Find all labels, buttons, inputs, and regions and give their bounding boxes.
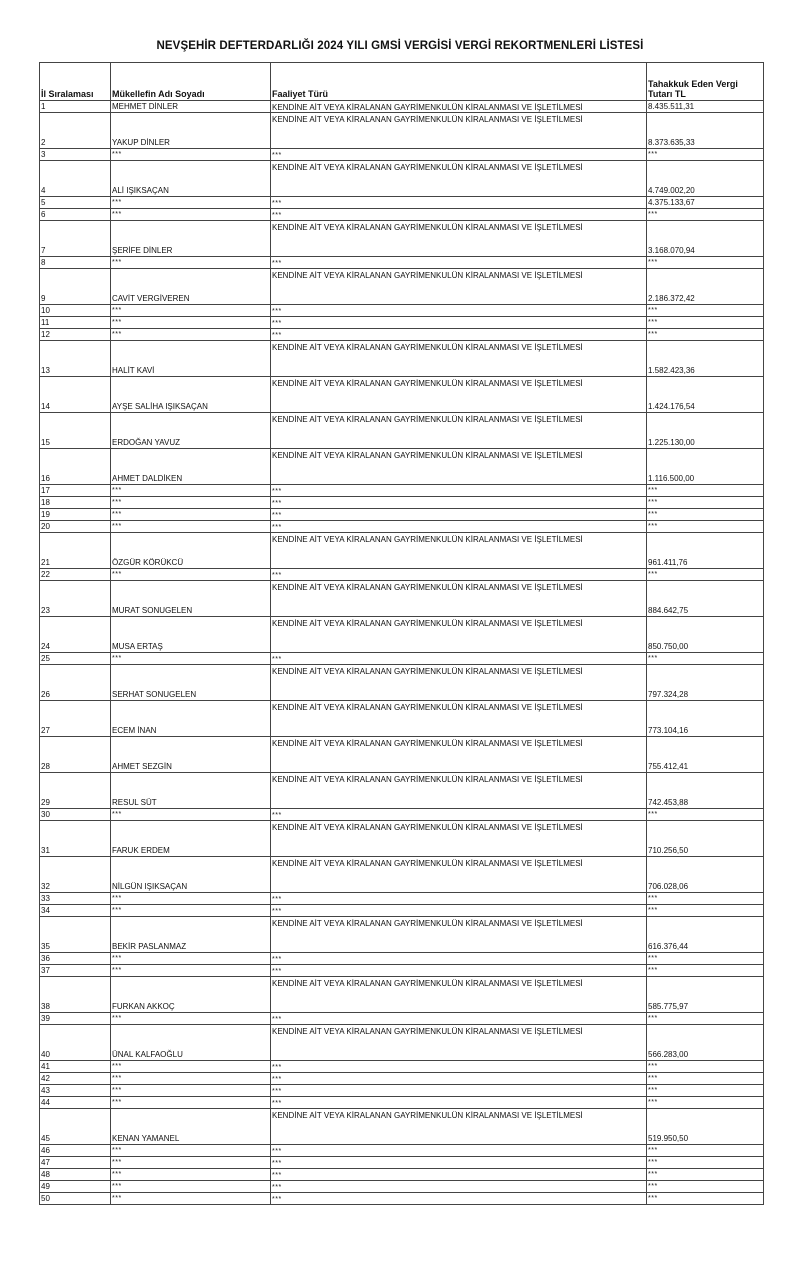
table-row <box>40 617 764 653</box>
table-row <box>40 1073 764 1085</box>
activity-type-cell: *** <box>271 569 647 581</box>
table-row <box>40 161 764 197</box>
tax-amount-cell: 797.324,28 <box>647 665 764 701</box>
activity-type-cell: KENDİNE AİT VEYA KİRALANAN GAYRİMENKULÜN KİRALANMASI VE İŞLETİLMESİ <box>271 449 647 485</box>
tax-amount-cell: *** <box>647 485 764 497</box>
taxpayer-name-cell: *** <box>111 485 271 497</box>
rank-cell: 35 <box>40 917 111 953</box>
column-header-rank: İl Sıralaması <box>40 63 111 101</box>
tax-amount-cell: 850.750,00 <box>647 617 764 653</box>
table-row <box>40 377 764 413</box>
taxpayer-name-cell: *** <box>111 893 271 905</box>
tax-amount-cell: 3.168.070,94 <box>647 221 764 257</box>
tax-amount-cell: 773.104,16 <box>647 701 764 737</box>
tax-amount-cell: 755.412,41 <box>647 737 764 773</box>
rank-cell: 44 <box>40 1097 111 1109</box>
activity-type-cell: *** <box>271 521 647 533</box>
rank-cell: 18 <box>40 497 111 509</box>
tax-amount-cell: *** <box>647 317 764 329</box>
activity-type-cell: KENDİNE AİT VEYA KİRALANAN GAYRİMENKULÜN KİRALANMASI VE İŞLETİLMESİ <box>271 581 647 617</box>
taxpayer-name-cell: *** <box>111 953 271 965</box>
taxpayer-name-cell: *** <box>111 809 271 821</box>
table-row <box>40 1061 764 1073</box>
tax-amount-cell: 4.749.002,20 <box>647 161 764 197</box>
table-row <box>40 521 764 533</box>
rank-cell: 24 <box>40 617 111 653</box>
column-header-activity: Faaliyet Türü <box>271 63 647 101</box>
table-row <box>40 1109 764 1145</box>
tax-amount-cell: *** <box>647 329 764 341</box>
activity-type-cell: KENDİNE AİT VEYA KİRALANAN GAYRİMENKULÜN KİRALANMASI VE İŞLETİLMESİ <box>271 269 647 305</box>
activity-type-cell: *** <box>271 1073 647 1085</box>
activity-type-cell: *** <box>271 257 647 269</box>
table-row <box>40 305 764 317</box>
tax-amount-cell: 2.186.372,42 <box>647 269 764 305</box>
tax-amount-cell: *** <box>647 953 764 965</box>
rank-cell: 17 <box>40 485 111 497</box>
taxpayer-name-cell: AHMET DALDİKEN <box>111 449 271 485</box>
taxpayer-name-cell: MURAT SONUGELEN <box>111 581 271 617</box>
tax-amount-cell: *** <box>647 1157 764 1169</box>
rank-cell: 40 <box>40 1025 111 1061</box>
taxpayer-name-cell: ÜNAL KALFAOĞLU <box>111 1025 271 1061</box>
table-row <box>40 569 764 581</box>
tax-amount-cell: 742.453,88 <box>647 773 764 809</box>
taxpayer-name-cell: NİLGÜN IŞIKSAÇAN <box>111 857 271 893</box>
rank-cell: 48 <box>40 1169 111 1181</box>
table-row <box>40 965 764 977</box>
taxpayer-name-cell: *** <box>111 209 271 221</box>
tax-amount-cell: *** <box>647 809 764 821</box>
activity-type-cell: *** <box>271 485 647 497</box>
rank-cell: 19 <box>40 509 111 521</box>
rank-cell: 1 <box>40 101 111 113</box>
tax-amount-cell: *** <box>647 1013 764 1025</box>
activity-type-cell: *** <box>271 809 647 821</box>
taxpayer-name-cell: *** <box>111 1061 271 1073</box>
taxpayer-name-cell: *** <box>111 257 271 269</box>
tax-amount-cell: 1.116.500,00 <box>647 449 764 485</box>
tax-record-table <box>39 62 764 1205</box>
table-row <box>40 329 764 341</box>
table-row <box>40 1013 764 1025</box>
activity-type-cell: *** <box>271 1157 647 1169</box>
taxpayer-name-cell: *** <box>111 653 271 665</box>
rank-cell: 16 <box>40 449 111 485</box>
tax-amount-cell: 884.642,75 <box>647 581 764 617</box>
table-row <box>40 269 764 305</box>
rank-cell: 29 <box>40 773 111 809</box>
tax-amount-cell: 8.435.511,31 <box>647 101 764 113</box>
rank-cell: 31 <box>40 821 111 857</box>
taxpayer-name-cell: *** <box>111 1085 271 1097</box>
tax-amount-cell: *** <box>647 209 764 221</box>
table-row <box>40 149 764 161</box>
table-row <box>40 221 764 257</box>
activity-type-cell: *** <box>271 197 647 209</box>
taxpayer-name-cell: *** <box>111 1013 271 1025</box>
column-header-name: Mükellefin Adı Soyadı <box>111 63 271 101</box>
activity-type-cell: KENDİNE AİT VEYA KİRALANAN GAYRİMENKULÜN KİRALANMASI VE İŞLETİLMESİ <box>271 533 647 569</box>
rank-cell: 45 <box>40 1109 111 1145</box>
rank-cell: 37 <box>40 965 111 977</box>
table-row <box>40 449 764 485</box>
rank-cell: 33 <box>40 893 111 905</box>
table-row <box>40 1145 764 1157</box>
table-row <box>40 977 764 1013</box>
taxpayer-name-cell: ŞERİFE DİNLER <box>111 221 271 257</box>
taxpayer-name-cell: *** <box>111 1181 271 1193</box>
table-row <box>40 113 764 149</box>
rank-cell: 49 <box>40 1181 111 1193</box>
table-row <box>40 209 764 221</box>
taxpayer-name-cell: *** <box>111 1169 271 1181</box>
activity-type-cell: *** <box>271 1013 647 1025</box>
rank-cell: 4 <box>40 161 111 197</box>
table-row <box>40 1097 764 1109</box>
tax-amount-cell: 961.411,76 <box>647 533 764 569</box>
activity-type-cell: *** <box>271 1061 647 1073</box>
activity-type-cell: KENDİNE AİT VEYA KİRALANAN GAYRİMENKULÜN KİRALANMASI VE İŞLETİLMESİ <box>271 341 647 377</box>
tax-amount-cell: 1.424.176,54 <box>647 377 764 413</box>
tax-amount-cell: *** <box>647 521 764 533</box>
table-row <box>40 257 764 269</box>
table-row <box>40 497 764 509</box>
taxpayer-name-cell: AYŞE SALİHA IŞIKSAÇAN <box>111 377 271 413</box>
rank-cell: 34 <box>40 905 111 917</box>
rank-cell: 46 <box>40 1145 111 1157</box>
activity-type-cell: KENDİNE AİT VEYA KİRALANAN GAYRİMENKULÜN KİRALANMASI VE İŞLETİLMESİ <box>271 377 647 413</box>
activity-type-cell: *** <box>271 497 647 509</box>
taxpayer-name-cell: BEKİR PASLANMAZ <box>111 917 271 953</box>
table-row <box>40 701 764 737</box>
activity-type-cell: *** <box>271 1169 647 1181</box>
taxpayer-name-cell: *** <box>111 329 271 341</box>
activity-type-cell: *** <box>271 305 647 317</box>
table-row <box>40 917 764 953</box>
activity-type-cell: *** <box>271 317 647 329</box>
table-row <box>40 1181 764 1193</box>
activity-type-cell: *** <box>271 329 647 341</box>
activity-type-cell: *** <box>271 905 647 917</box>
tax-amount-cell: 1.582.423,36 <box>647 341 764 377</box>
table-row <box>40 893 764 905</box>
tax-amount-cell: *** <box>647 965 764 977</box>
tax-amount-cell: *** <box>647 653 764 665</box>
rank-cell: 5 <box>40 197 111 209</box>
table-row <box>40 809 764 821</box>
table-row <box>40 1193 764 1205</box>
tax-amount-cell: 585.775,97 <box>647 977 764 1013</box>
activity-type-cell: KENDİNE AİT VEYA KİRALANAN GAYRİMENKULÜN KİRALANMASI VE İŞLETİLMESİ <box>271 113 647 149</box>
table-row <box>40 737 764 773</box>
tax-amount-cell: 706.028,06 <box>647 857 764 893</box>
table-row <box>40 1025 764 1061</box>
taxpayer-name-cell: *** <box>111 1097 271 1109</box>
table-row <box>40 653 764 665</box>
tax-amount-cell: *** <box>647 1181 764 1193</box>
activity-type-cell: *** <box>271 1097 647 1109</box>
tax-amount-cell: *** <box>647 893 764 905</box>
rank-cell: 41 <box>40 1061 111 1073</box>
table-row <box>40 857 764 893</box>
rank-cell: 42 <box>40 1073 111 1085</box>
rank-cell: 11 <box>40 317 111 329</box>
taxpayer-name-cell: *** <box>111 1193 271 1205</box>
activity-type-cell: KENDİNE AİT VEYA KİRALANAN GAYRİMENKULÜN KİRALANMASI VE İŞLETİLMESİ <box>271 413 647 449</box>
tax-amount-cell: *** <box>647 1061 764 1073</box>
taxpayer-name-cell: ECEM İNAN <box>111 701 271 737</box>
rank-cell: 47 <box>40 1157 111 1169</box>
table-row <box>40 1157 764 1169</box>
activity-type-cell: *** <box>271 965 647 977</box>
rank-cell: 7 <box>40 221 111 257</box>
rank-cell: 3 <box>40 149 111 161</box>
rank-cell: 26 <box>40 665 111 701</box>
tax-amount-cell: 616.376,44 <box>647 917 764 953</box>
taxpayer-name-cell: SERHAT SONUGELEN <box>111 665 271 701</box>
taxpayer-name-cell: *** <box>111 521 271 533</box>
rank-cell: 32 <box>40 857 111 893</box>
table-row <box>40 485 764 497</box>
table-row <box>40 1169 764 1181</box>
taxpayer-name-cell: ALİ IŞIKSAÇAN <box>111 161 271 197</box>
taxpayer-name-cell: *** <box>111 1157 271 1169</box>
activity-type-cell: KENDİNE AİT VEYA KİRALANAN GAYRİMENKULÜN KİRALANMASI VE İŞLETİLMESİ <box>271 101 647 113</box>
taxpayer-name-cell: MUSA ERTAŞ <box>111 617 271 653</box>
tax-amount-cell: *** <box>647 509 764 521</box>
activity-type-cell: *** <box>271 1181 647 1193</box>
taxpayer-name-cell: *** <box>111 497 271 509</box>
rank-cell: 27 <box>40 701 111 737</box>
tax-amount-cell: 8.373.635,33 <box>647 113 764 149</box>
rank-cell: 2 <box>40 113 111 149</box>
document-title: NEVŞEHİR DEFTERDARLIĞI 2024 YILI GMSİ VERGİSİ VERGİ REKORTMENLERİ LİSTESİ <box>156 40 644 52</box>
taxpayer-name-cell: YAKUP DİNLER <box>111 113 271 149</box>
activity-type-cell: *** <box>271 653 647 665</box>
activity-type-cell: *** <box>271 893 647 905</box>
tax-amount-cell: 519.950,50 <box>647 1109 764 1145</box>
table-row <box>40 341 764 377</box>
tax-amount-cell: 710.256,50 <box>647 821 764 857</box>
tax-amount-cell: 566.283,00 <box>647 1025 764 1061</box>
rank-cell: 25 <box>40 653 111 665</box>
taxpayer-name-cell: FURKAN AKKOÇ <box>111 977 271 1013</box>
table-row <box>40 581 764 617</box>
tax-amount-cell: 4.375.133,67 <box>647 197 764 209</box>
table-row <box>40 821 764 857</box>
rank-cell: 8 <box>40 257 111 269</box>
table-row <box>40 1085 764 1097</box>
taxpayer-name-cell: *** <box>111 1073 271 1085</box>
rank-cell: 13 <box>40 341 111 377</box>
tax-amount-cell: *** <box>647 497 764 509</box>
table-row <box>40 905 764 917</box>
taxpayer-name-cell: ERDOĞAN YAVUZ <box>111 413 271 449</box>
taxpayer-name-cell: *** <box>111 149 271 161</box>
rank-cell: 10 <box>40 305 111 317</box>
activity-type-cell: *** <box>271 1085 647 1097</box>
activity-type-cell: KENDİNE AİT VEYA KİRALANAN GAYRİMENKULÜN KİRALANMASI VE İŞLETİLMESİ <box>271 857 647 893</box>
activity-type-cell: KENDİNE AİT VEYA KİRALANAN GAYRİMENKULÜN KİRALANMASI VE İŞLETİLMESİ <box>271 821 647 857</box>
taxpayer-name-cell: RESUL SÜT <box>111 773 271 809</box>
taxpayer-name-cell: *** <box>111 509 271 521</box>
rank-cell: 36 <box>40 953 111 965</box>
rank-cell: 9 <box>40 269 111 305</box>
activity-type-cell: KENDİNE AİT VEYA KİRALANAN GAYRİMENKULÜN KİRALANMASI VE İŞLETİLMESİ <box>271 917 647 953</box>
rank-cell: 50 <box>40 1193 111 1205</box>
activity-type-cell: KENDİNE AİT VEYA KİRALANAN GAYRİMENKULÜN KİRALANMASI VE İŞLETİLMESİ <box>271 1025 647 1061</box>
rank-cell: 38 <box>40 977 111 1013</box>
table-row <box>40 533 764 569</box>
table-row <box>40 101 764 113</box>
rank-cell: 6 <box>40 209 111 221</box>
activity-type-cell: *** <box>271 509 647 521</box>
tax-amount-cell: 1.225.130,00 <box>647 413 764 449</box>
activity-type-cell: *** <box>271 1145 647 1157</box>
taxpayer-name-cell: CAVİT VERGİVEREN <box>111 269 271 305</box>
taxpayer-name-cell: *** <box>111 905 271 917</box>
table-row <box>40 317 764 329</box>
rank-cell: 12 <box>40 329 111 341</box>
rank-cell: 43 <box>40 1085 111 1097</box>
rank-cell: 14 <box>40 377 111 413</box>
activity-type-cell: *** <box>271 149 647 161</box>
column-header-amount: Tahakkuk Eden Vergi Tutarı TL <box>647 63 764 101</box>
tax-amount-cell: *** <box>647 1169 764 1181</box>
tax-amount-cell: *** <box>647 1085 764 1097</box>
rank-cell: 15 <box>40 413 111 449</box>
taxpayer-name-cell: *** <box>111 317 271 329</box>
table-row <box>40 953 764 965</box>
taxpayer-name-cell: *** <box>111 965 271 977</box>
tax-amount-cell: *** <box>647 569 764 581</box>
tax-amount-cell: *** <box>647 1097 764 1109</box>
activity-type-cell: KENDİNE AİT VEYA KİRALANAN GAYRİMENKULÜN KİRALANMASI VE İŞLETİLMESİ <box>271 737 647 773</box>
tax-amount-cell: *** <box>647 1145 764 1157</box>
rank-cell: 23 <box>40 581 111 617</box>
activity-type-cell: *** <box>271 1193 647 1205</box>
activity-type-cell: KENDİNE AİT VEYA KİRALANAN GAYRİMENKULÜN KİRALANMASI VE İŞLETİLMESİ <box>271 977 647 1013</box>
rank-cell: 28 <box>40 737 111 773</box>
tax-amount-cell: *** <box>647 905 764 917</box>
activity-type-cell: KENDİNE AİT VEYA KİRALANAN GAYRİMENKULÜN KİRALANMASI VE İŞLETİLMESİ <box>271 665 647 701</box>
taxpayer-name-cell: KENAN YAMANEL <box>111 1109 271 1145</box>
activity-type-cell: KENDİNE AİT VEYA KİRALANAN GAYRİMENKULÜN KİRALANMASI VE İŞLETİLMESİ <box>271 773 647 809</box>
activity-type-cell: KENDİNE AİT VEYA KİRALANAN GAYRİMENKULÜN KİRALANMASI VE İŞLETİLMESİ <box>271 161 647 197</box>
rank-cell: 39 <box>40 1013 111 1025</box>
taxpayer-name-cell: *** <box>111 197 271 209</box>
taxpayer-name-cell: *** <box>111 305 271 317</box>
rank-cell: 22 <box>40 569 111 581</box>
taxpayer-name-cell: ÖZGÜR KÖRÜKCÜ <box>111 533 271 569</box>
taxpayer-name-cell: AHMET SEZGİN <box>111 737 271 773</box>
activity-type-cell: KENDİNE AİT VEYA KİRALANAN GAYRİMENKULÜN KİRALANMASI VE İŞLETİLMESİ <box>271 221 647 257</box>
activity-type-cell: *** <box>271 953 647 965</box>
table-row <box>40 773 764 809</box>
table-row <box>40 413 764 449</box>
activity-type-cell: KENDİNE AİT VEYA KİRALANAN GAYRİMENKULÜN KİRALANMASI VE İŞLETİLMESİ <box>271 701 647 737</box>
taxpayer-name-cell: HALİT KAVİ <box>111 341 271 377</box>
activity-type-cell: *** <box>271 209 647 221</box>
taxpayer-name-cell: *** <box>111 1145 271 1157</box>
rank-cell: 30 <box>40 809 111 821</box>
tax-amount-cell: *** <box>647 1193 764 1205</box>
tax-amount-cell: *** <box>647 1073 764 1085</box>
table-row <box>40 665 764 701</box>
table-header-row <box>40 63 764 101</box>
taxpayer-name-cell: FARUK ERDEM <box>111 821 271 857</box>
taxpayer-name-cell: *** <box>111 569 271 581</box>
tax-amount-cell: *** <box>647 257 764 269</box>
taxpayer-name-cell: MEHMET DİNLER <box>111 101 271 113</box>
rank-cell: 21 <box>40 533 111 569</box>
table-row <box>40 197 764 209</box>
activity-type-cell: KENDİNE AİT VEYA KİRALANAN GAYRİMENKULÜN KİRALANMASI VE İŞLETİLMESİ <box>271 1109 647 1145</box>
table-row <box>40 509 764 521</box>
tax-amount-cell: *** <box>647 305 764 317</box>
activity-type-cell: KENDİNE AİT VEYA KİRALANAN GAYRİMENKULÜN KİRALANMASI VE İŞLETİLMESİ <box>271 617 647 653</box>
rank-cell: 20 <box>40 521 111 533</box>
tax-amount-cell: *** <box>647 149 764 161</box>
